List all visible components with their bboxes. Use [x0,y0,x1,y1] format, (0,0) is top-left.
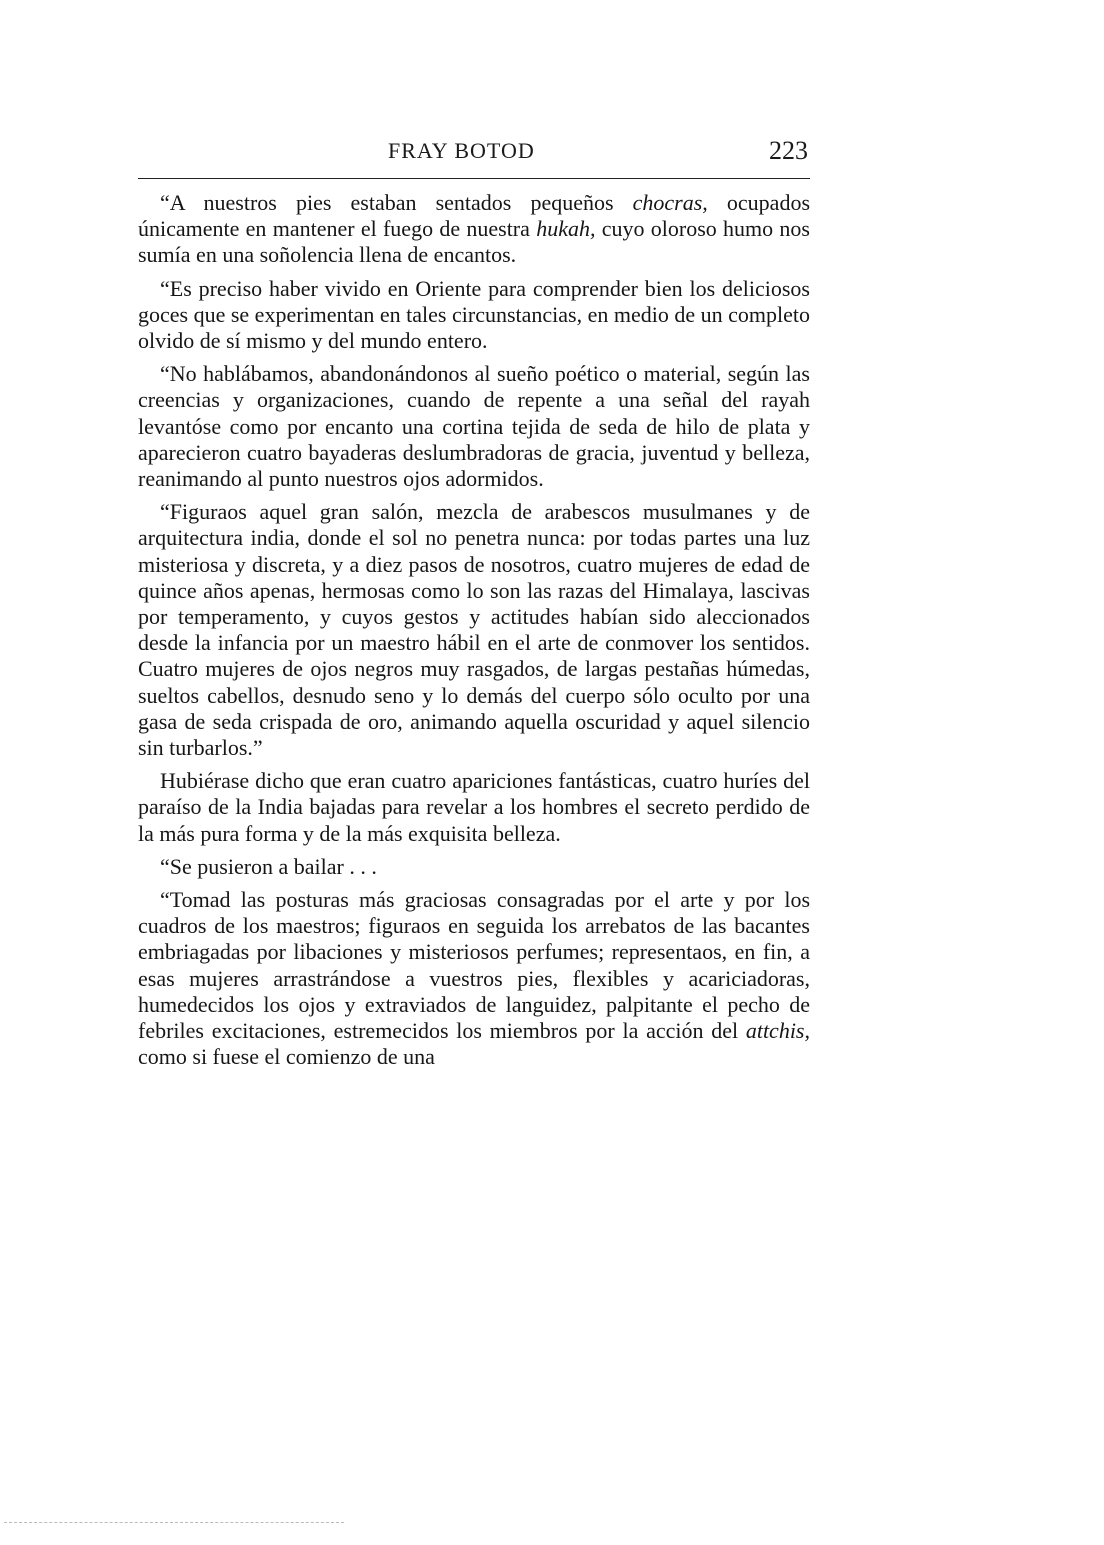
scan-footer-illegible [4,1522,344,1533]
running-title: FRAY BOTOD [388,138,535,163]
paragraph [138,499,810,761]
paragraph [138,361,810,492]
text-run: Hubiérase dicho que eran cuatro apariciones fantásticas, cuatro huríes del paraíso de la India bajadas para revelar a los hombres el secreto perdido de la más pura forma y de la más exquisita belleza. [138,768,810,846]
italic-term: chocras, [632,190,708,215]
paragraph [138,276,810,355]
paragraph [138,887,810,1070]
text-run: “No hablábamos, abandonándonos al sueño poético o material, según las creencias y organizaciones, cuando de repente a una señal del rayah levantóse como por encanto una cortina tejida de seda de hilo de plata y aparecieron cuatro bayaderas deslumbradoras de gracia, juventud y belleza, reanimando al punto nuestros ojos adormidos. [138,361,810,492]
text-run: “Es preciso haber vivido en Oriente para comprender bien los deliciosos goces que se experimentan en tales circunstancias, en medio de un completo olvido de sí mismo y del mundo entero. [138,275,810,354]
body-text [138,190,810,1078]
italic-term: hukah, [536,216,596,242]
text-run: cuyo oloroso humo nos sumía en una soñolencia llena de encantos. [138,216,810,268]
italic-term: attchis, [745,1018,810,1044]
page-number: 223 [769,136,808,165]
page-header [138,134,810,174]
paragraph [138,190,810,269]
text-run: “Se pusieron a bailar . . . [160,853,377,879]
text-run: “Tomad las posturas más graciosas consagradas por el arte y por los cuadros de los maestros; figuraos en seguida los arrebatos de las bacantes embriagadas por libaciones y misteriosos perfumes; representaos, en fin, a esas mujeres arrastrándose a vuestros pies, flexibles y acariciadoras, humedecidos los ojos y extraviados de languidez, palpitante el pecho de febriles excitaciones, estremecidos los miembros por la acción del [138,887,810,1044]
paragraph [138,768,810,847]
text-run: “Figuraos aquel gran salón, mezcla de arabescos musulmanes y de arquitectura india, donde el sol no penetra nunca: por todas partes una luz misteriosa y discreta, y a diez pasos de nosotros, cuatro mujeres de edad de quince años apenas, hermosas como lo son las razas del Himalaya, lascivas por temperamento, y cuyos gestos y actitudes habían sido aleccionados desde la infancia por un maestro hábil en el arte de conmover los sentidos. Cuatro mujeres de ojos negros muy rasgados, de largas pestañas húmedas, sueltos cabellos, desnudo seno y lo demás del cuerpo sólo oculto por una gasa de seda crispada de oro, animando aquella oscuridad y aquel silencio sin turbarlos.” [138,499,810,761]
header-rule [138,178,810,179]
text-run: ocupados únicamente en mantener el fuego de nuestra [138,190,811,242]
text-run: como si fuese el comienzo de una [138,1044,435,1070]
paragraph [138,854,810,880]
text-run: “A nuestros pies estaban sentados pequeños [160,190,633,215]
